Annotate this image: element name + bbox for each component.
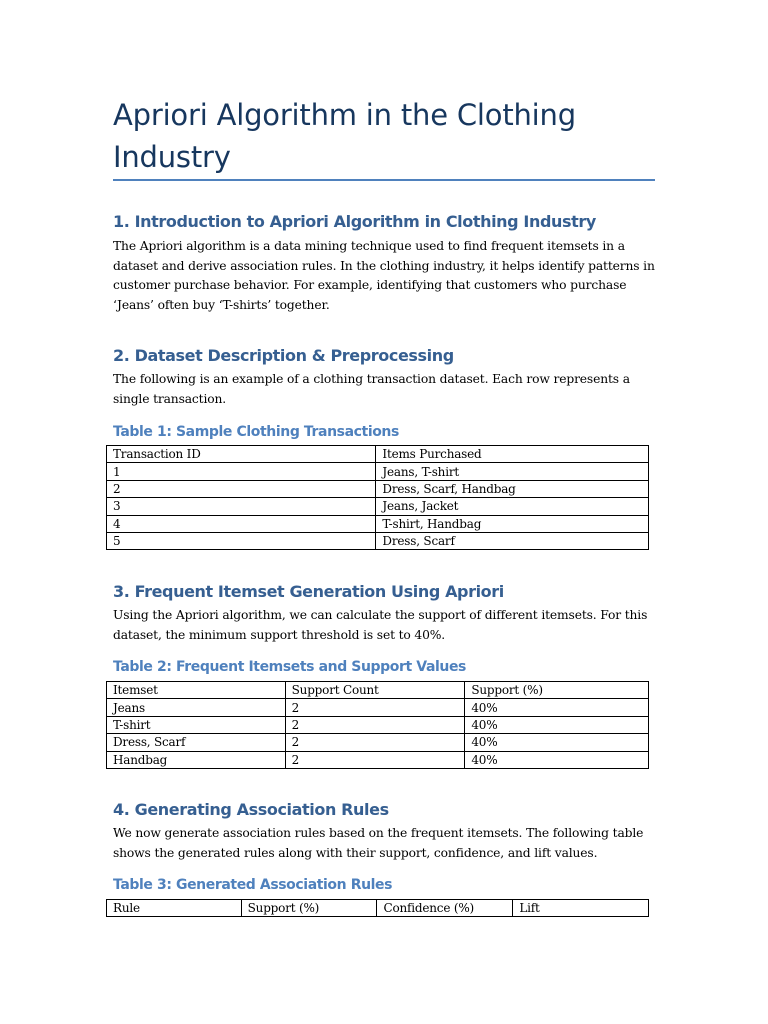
table-row xyxy=(107,532,649,549)
section-4-paragraph: We now generate association rules based on the frequent itemsets. The following table shows the generated rules along with their support, confidence, and lift values. xyxy=(113,826,644,860)
table-cell: 4 xyxy=(107,515,376,532)
table-cell: T-shirt, Handbag xyxy=(376,515,649,532)
table-3 xyxy=(106,899,649,917)
table-cell: Jeans, Jacket xyxy=(376,498,649,515)
table-row xyxy=(107,716,649,733)
table-cell: Jeans, T-shirt xyxy=(376,463,649,480)
table-cell: 2 xyxy=(285,751,465,768)
table-3-caption: Table 3: Generated Association Rules xyxy=(113,877,393,893)
table-header-row xyxy=(107,682,649,699)
table-cell: 40% xyxy=(465,751,649,768)
table-header-cell: Items Purchased xyxy=(376,446,649,463)
table-cell: 5 xyxy=(107,532,376,549)
table-cell: 2 xyxy=(107,480,376,497)
document-title: Apriori Algorithm in the Clothing Industry xyxy=(113,98,576,174)
table-row xyxy=(107,498,649,515)
table-cell: 2 xyxy=(285,716,465,733)
section-3-heading: 3. Frequent Itemset Generation Using Apriori xyxy=(113,582,504,601)
table-row xyxy=(107,480,649,497)
table-cell: 40% xyxy=(465,734,649,751)
section-2-heading: 2. Dataset Description & Preprocessing xyxy=(113,346,454,365)
table-2-caption: Table 2: Frequent Itemsets and Support Values xyxy=(113,659,466,675)
section-2-paragraph: The following is an example of a clothing transaction dataset. Each row represents a single transaction. xyxy=(113,372,630,406)
table-1-caption: Table 1: Sample Clothing Transactions xyxy=(113,424,399,440)
table-cell: Handbag xyxy=(107,751,286,768)
table-header-cell: Lift xyxy=(513,900,649,917)
table-cell: 1 xyxy=(107,463,376,480)
table-row xyxy=(107,734,649,751)
table-header-cell: Confidence (%) xyxy=(377,900,513,917)
table-cell: 40% xyxy=(465,699,649,716)
table-cell: Dress, Scarf xyxy=(107,734,286,751)
table-row xyxy=(107,699,649,716)
table-header-cell: Support (%) xyxy=(241,900,377,917)
section-1-heading: 1. Introduction to Apriori Algorithm in Clothing Industry xyxy=(113,212,596,231)
table-cell: 2 xyxy=(285,734,465,751)
section-4-heading: 4. Generating Association Rules xyxy=(113,800,389,819)
table-row xyxy=(107,463,649,480)
table-header-row xyxy=(107,900,649,917)
table-cell: 3 xyxy=(107,498,376,515)
table-cell: T-shirt xyxy=(107,716,286,733)
table-header-cell: Rule xyxy=(107,900,242,917)
table-header-cell: Support (%) xyxy=(465,682,649,699)
table-cell: Dress, Scarf xyxy=(376,532,649,549)
table-header-cell: Itemset xyxy=(107,682,286,699)
table-header-cell: Support Count xyxy=(285,682,465,699)
table-2 xyxy=(106,681,649,769)
table-header-row xyxy=(107,446,649,463)
table-cell: Jeans xyxy=(107,699,286,716)
title-divider xyxy=(113,179,655,181)
table-row xyxy=(107,751,649,768)
table-1 xyxy=(106,445,649,550)
table-row xyxy=(107,515,649,532)
table-cell: 40% xyxy=(465,716,649,733)
table-header-cell: Transaction ID xyxy=(107,446,376,463)
table-cell: Dress, Scarf, Handbag xyxy=(376,480,649,497)
section-1-paragraph: The Apriori algorithm is a data mining technique used to find frequent itemsets in a dataset and derive association rules. In the clothing industry, it helps identify patterns in customer purchase behavior. For example, identifying that customers who purchase ‘Jeans’ often buy ‘T-shirts’ together. xyxy=(113,239,655,312)
section-3-paragraph: Using the Apriori algorithm, we can calculate the support of different itemsets. For this dataset, the minimum support threshold is set to 40%. xyxy=(113,608,648,642)
table-cell: 2 xyxy=(285,699,465,716)
